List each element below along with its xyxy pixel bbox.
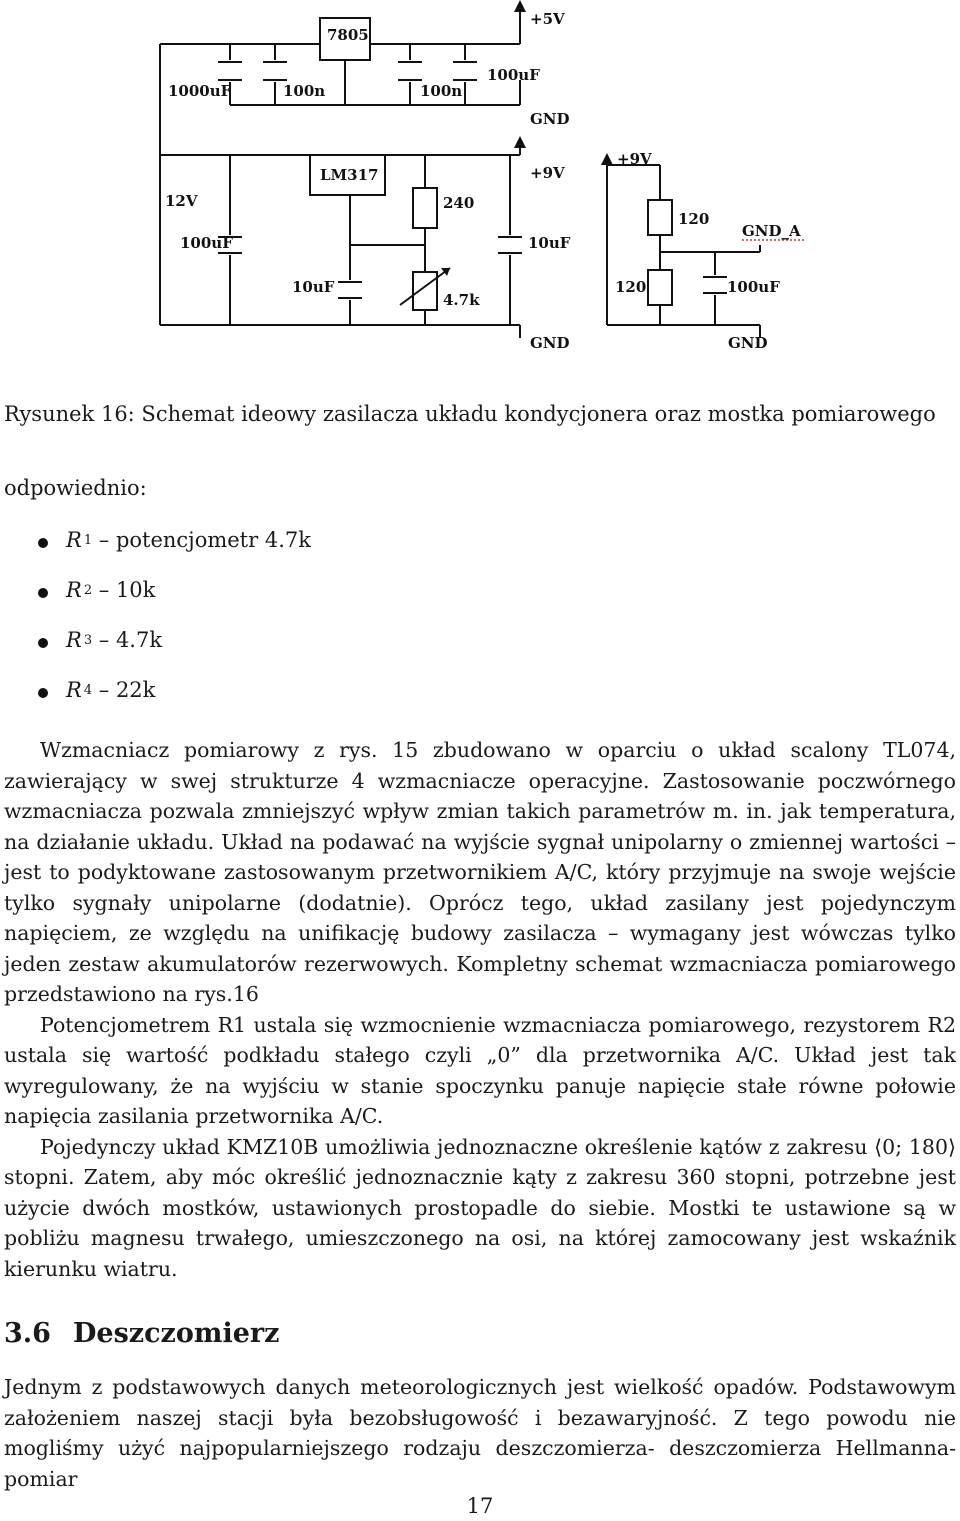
resistor-120-top [648, 200, 672, 235]
bullet-icon [38, 538, 48, 548]
potentiometer-4k7 [413, 272, 437, 310]
figure-caption: Rysunek 16: Schemat ideowy zasilacza układu kondycjonera oraz mostka pomiarowego [4, 402, 936, 426]
resistor-desc: – 10k [92, 578, 156, 602]
bullet-icon [38, 688, 48, 698]
label-100uf-right: 100uF [727, 278, 780, 296]
resistor-desc: – 22k [92, 678, 156, 702]
bullet-icon [38, 638, 48, 648]
list-item [38, 628, 311, 678]
resistor-symbol: R [66, 628, 82, 652]
label-100n-a: 100n [283, 82, 326, 100]
body-text [4, 735, 956, 1284]
resistor-desc: – potencjometr 4.7k [92, 528, 311, 552]
section-number: 3.6 [4, 1318, 51, 1349]
label-10uf-right: 10uF [528, 234, 571, 252]
resistor-120-bottom [648, 270, 672, 305]
paragraph-rain-gauge: Jednym z podstawowych danych meteorologicznych jest wielkość opadów. Podstawowym założeniem naszej stacji była bezobsługowość i bezawaryjność. Z tego powodu nie mogliśmy użyć najpopularniejszego rodzaju deszczomierza- deszczomierza Hellmanna- pomiar [4, 1375, 956, 1491]
label-120-a: 120 [678, 210, 710, 228]
label-gnd-bottom-b: GND [728, 334, 768, 352]
resistor-symbol: R [66, 578, 82, 602]
resistor-subscript: 1 [83, 533, 93, 548]
list-item [38, 578, 311, 628]
list-item [38, 528, 311, 578]
resistor-symbol: R [66, 678, 82, 702]
section-body [4, 1372, 956, 1494]
label-gnd-a: GND_A [742, 222, 801, 240]
list-item [38, 678, 311, 728]
label-120-b: 120 [615, 278, 647, 296]
lead-text: odpowiednio: [4, 476, 147, 500]
page-number: 17 [466, 1494, 494, 1518]
label-plus9v-b: +9V [617, 150, 652, 168]
label-lm317: LM317 [320, 166, 379, 184]
section-heading [4, 1318, 279, 1349]
label-plus5v: +5V [530, 10, 565, 28]
resistor-subscript: 4 [83, 683, 93, 698]
paragraph-potentiometer: Potencjometrem R1 ustala się wzmocnienie wzmacniacza pomiarowego, rezystorem R2 ustala się wartość podkładu stałego czyli „0” dla przetwornika A/C. Układ jest tak wyregulowany, że na wyjściu w stanie spoczynku panuje napięcie stałe równe połowie napięcia zasilania przetwornika A/C. [4, 1012, 956, 1128]
label-10uf-mid: 10uF [292, 278, 335, 296]
resistor-subscript: 2 [83, 583, 93, 598]
label-100n-b: 100n [420, 82, 463, 100]
label-4k7: 4.7k [443, 291, 480, 309]
resistor-list [38, 528, 311, 728]
label-7805: 7805 [327, 26, 369, 44]
section-title: Deszczomierz [72, 1318, 280, 1349]
label-gnd-bottom-a: GND [530, 334, 570, 352]
bullet-icon [38, 588, 48, 598]
label-12v: 12V [165, 192, 198, 210]
label-100uf-top: 100uF [487, 66, 540, 84]
label-1000uf: 1000uF [168, 82, 232, 100]
label-240: 240 [443, 194, 475, 212]
label-gnd-top: GND [530, 110, 570, 128]
paragraph-kmz10b: Pojedynczy układ KMZ10B umożliwia jednoznaczne określenie kątów z zakresu ⟨0; 180⟩ stopni. Zatem, aby móc określić jednoznacznie kąty z zakresu 360 stopni, potrzebne jest użycie dwóch mostków, ustawionych prostopadle do siebie. Mostki te ustawione są w pobliżu magnesu trwałego, umieszczonego na osi, na której zamocowany jest wskaźnik kierunku wiatru. [4, 1134, 956, 1281]
resistor-subscript: 3 [83, 633, 93, 648]
label-plus9v-a: +9V [530, 164, 565, 182]
paragraph-amplifier: Wzmacniacz pomiarowy z rys. 15 zbudowano w oparciu o układ scalony TL074, zawierający w swej strukturze 4 wzmacniacze operacyjne. Zastosowanie poczwórnego wzmacniacza pozwala zmniejszyć wpływ zmian takich parametrów m. in. jak temperatura, na działanie układu. Układ na podawać na wyjście sygnał unipolarny o zmiennej wartości – jest to podyktowane zastosowanym przetwornikiem A/C, który przyjmuje na swoje wejście tylko sygnały unipolarne (dodatnie). Oprócz tego, układ zasilany jest pojedynczym napięciem, ze względu na unifikację budowy zasilacza – wymagany jest wówczas tylko jeden zestaw akumulatorów rezerwowych. Kompletny schemat wzmacniacza pomiarowego przedstawiono na rys.16 [4, 738, 956, 1006]
resistor-symbol: R [66, 528, 82, 552]
resistor-desc: – 4.7k [92, 628, 163, 652]
label-100uf-left: 100uF [180, 234, 233, 252]
power-supply-schematic [150, 0, 830, 360]
resistor-240 [413, 188, 437, 228]
